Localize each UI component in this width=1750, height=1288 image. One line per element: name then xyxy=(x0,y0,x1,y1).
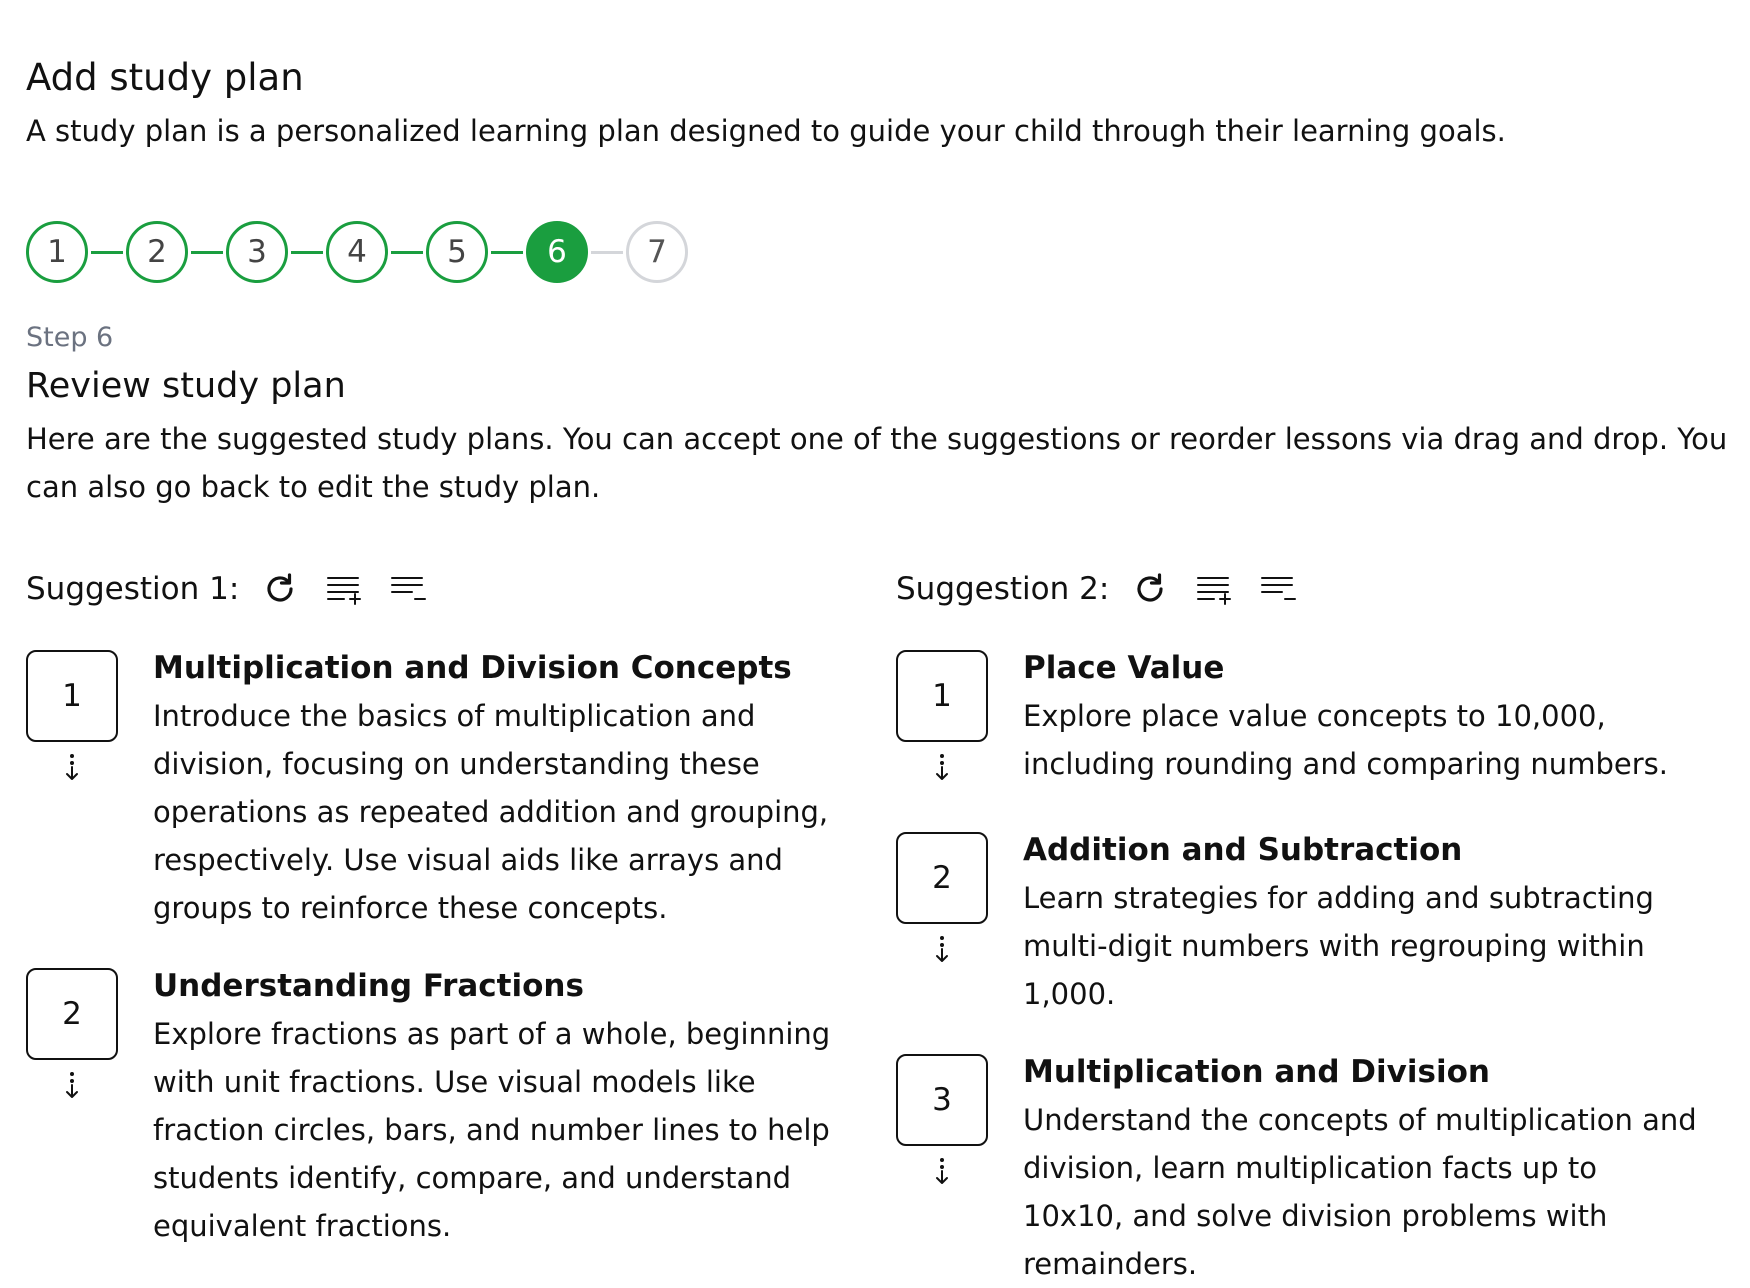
suggestion-2-column xyxy=(896,564,1706,1288)
step-6-circle[interactable]: 6 xyxy=(526,221,588,283)
refresh-icon[interactable] xyxy=(1129,568,1171,610)
remove-from-list-icon[interactable] xyxy=(1257,568,1299,610)
step-3-circle[interactable]: 3 xyxy=(226,221,288,283)
lesson-title: Place Value xyxy=(1023,650,1225,686)
lesson-description: Understand the concepts of multiplication and division, learn multiplication facts up to 10x10, and solve division problems with remainders. xyxy=(1023,1103,1697,1281)
refresh-icon[interactable] xyxy=(259,568,301,610)
lesson-description: Introduce the basics of multiplication and division, focusing on understanding these operations as repeated addition and grouping, respectively. Use visual aids like arrays and groups to reinforce these concepts. xyxy=(153,699,829,925)
suggestion-title: Suggestion 1: xyxy=(26,571,240,607)
step-2-circle[interactable]: 2 xyxy=(126,221,188,283)
step-connector xyxy=(491,251,523,254)
lesson-text xyxy=(1023,826,1706,1018)
lesson-item[interactable] xyxy=(26,644,836,932)
lesson-description: Explore fractions as part of a whole, beginning with unit fractions. Use visual models like fraction circles, bars, and number lines to help students identify, compare, and understand equivalent fractions. xyxy=(153,1017,831,1243)
lesson-item[interactable] xyxy=(896,644,1706,788)
lesson-description: Explore place value concepts to 10,000, including rounding and comparing numbers. xyxy=(1023,699,1668,781)
suggestion-header xyxy=(896,564,1706,614)
step-7-circle[interactable]: 7 xyxy=(626,221,688,283)
lesson-title: Multiplication and Division xyxy=(1023,1054,1490,1090)
stepper xyxy=(26,221,688,283)
lesson-text xyxy=(153,962,836,1250)
step-connector xyxy=(391,251,423,254)
suggestion-header xyxy=(26,564,836,614)
step-description: Here are the suggested study plans. You can accept one of the suggestions or reorder lessons via drag and drop. You can also go back to edit the study plan. xyxy=(26,422,1728,504)
lesson-number-box[interactable]: 1 xyxy=(26,650,118,742)
drag-handle-icon[interactable] xyxy=(60,1070,84,1100)
add-to-list-icon[interactable] xyxy=(323,568,365,610)
drag-handle-icon[interactable] xyxy=(930,1156,954,1186)
step-1-circle[interactable]: 1 xyxy=(26,221,88,283)
lesson-list xyxy=(896,644,1706,1288)
lesson-list xyxy=(26,644,836,1250)
lesson-number-box[interactable]: 2 xyxy=(896,832,988,924)
step-heading: Review study plan xyxy=(26,366,346,406)
lesson-text xyxy=(153,644,836,932)
step-5-circle[interactable]: 5 xyxy=(426,221,488,283)
remove-from-list-icon[interactable] xyxy=(387,568,429,610)
lesson-title: Addition and Subtraction xyxy=(1023,832,1463,868)
step-connector xyxy=(291,251,323,254)
suggestion-1-column xyxy=(26,564,836,1250)
step-4-circle[interactable]: 4 xyxy=(326,221,388,283)
page-subtitle: A study plan is a personalized learning plan designed to guide your child through their learning goals. xyxy=(26,114,1506,148)
lesson-item[interactable] xyxy=(26,962,836,1250)
suggestion-title: Suggestion 2: xyxy=(896,571,1110,607)
step-connector xyxy=(91,251,123,254)
drag-handle-icon[interactable] xyxy=(930,752,954,782)
lesson-number-box[interactable]: 3 xyxy=(896,1054,988,1146)
lesson-number-box[interactable]: 2 xyxy=(26,968,118,1060)
page-title: Add study plan xyxy=(26,56,304,99)
step-connector xyxy=(591,251,623,254)
drag-handle-icon[interactable] xyxy=(60,752,84,782)
add-to-list-icon[interactable] xyxy=(1193,568,1235,610)
step-label: Step 6 xyxy=(26,322,114,353)
lesson-description: Learn strategies for adding and subtracting multi-digit numbers with regrouping within 1,000. xyxy=(1023,881,1654,1011)
lesson-item[interactable] xyxy=(896,826,1706,1018)
lesson-text xyxy=(1023,644,1706,788)
step-connector xyxy=(191,251,223,254)
lesson-number-box[interactable]: 1 xyxy=(896,650,988,742)
lesson-title: Understanding Fractions xyxy=(153,968,584,1004)
drag-handle-icon[interactable] xyxy=(930,934,954,964)
lesson-item[interactable] xyxy=(896,1048,1706,1288)
lesson-text xyxy=(1023,1048,1706,1288)
lesson-title: Multiplication and Division Concepts xyxy=(153,650,792,686)
